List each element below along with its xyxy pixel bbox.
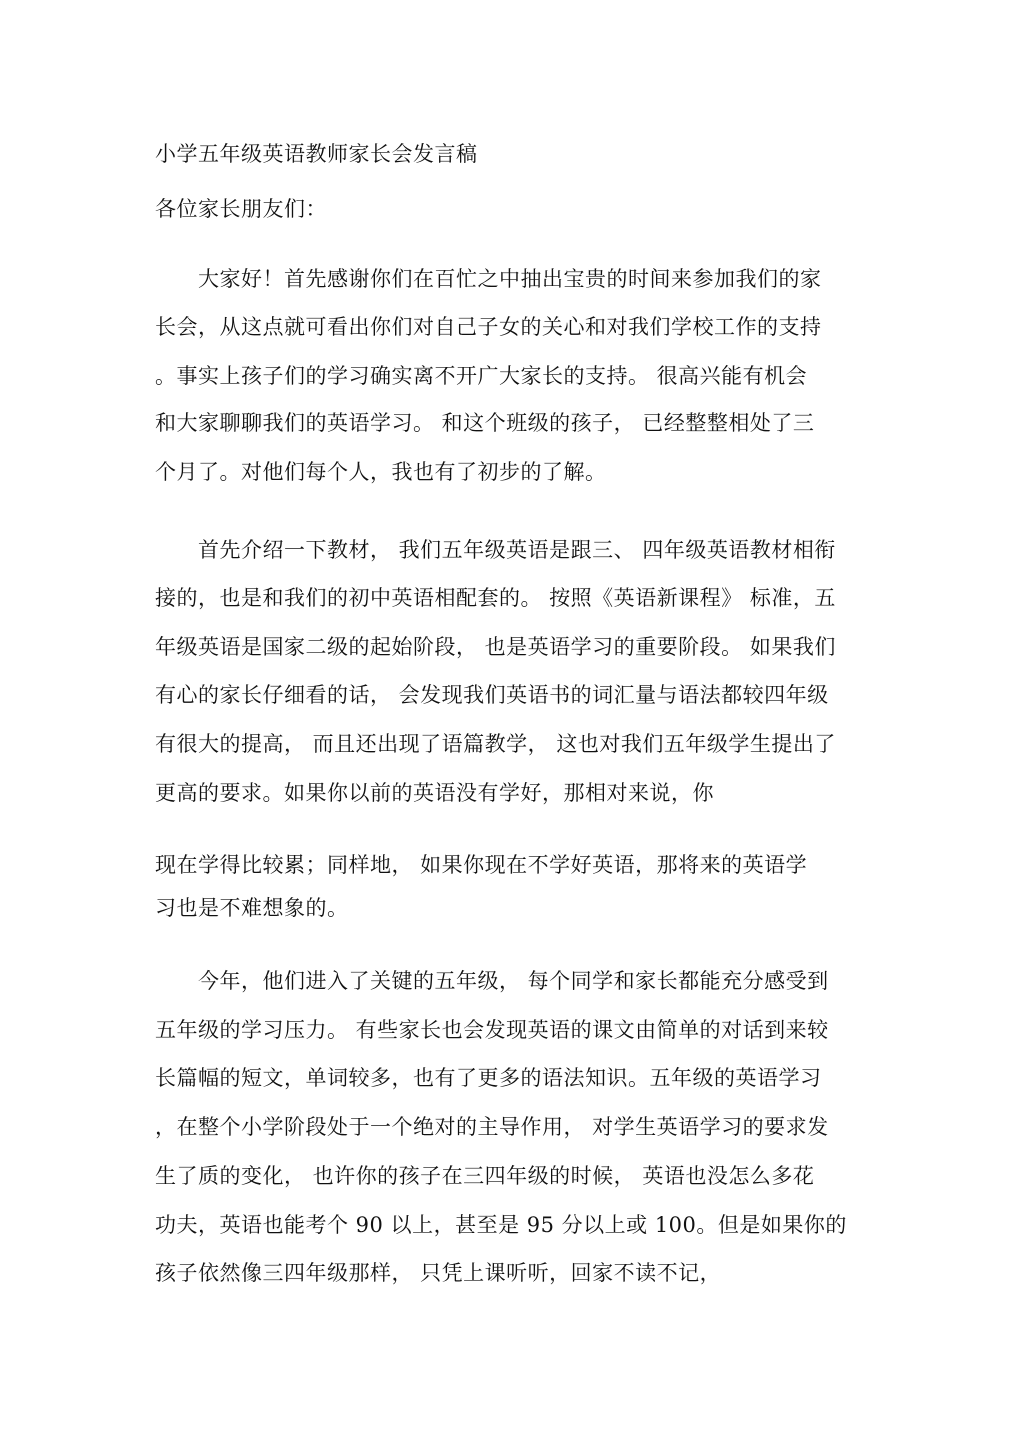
paragraph-line: 有很大的提高， 而且还出现了语篇教学， 这也对我们五年级学生提出了 [155, 732, 836, 756]
salutation: 各位家长朋友们： [155, 197, 327, 221]
paragraph-line: 个月了。对他们每个人，我也有了初步的了解。 [155, 460, 607, 484]
paragraph-line: 孩子依然像三四年级那样， 只凭上课听听，回家不读不记， [155, 1261, 722, 1285]
paragraph-line: 更高的要求。如果你以前的英语没有学好，那相对来说，你 [155, 781, 714, 805]
paragraph-line: 习也是不难想象的。 [155, 896, 349, 920]
paragraph-line: 首先介绍一下教材， 我们五年级英语是跟三、 四年级英语教材相衔 [155, 538, 836, 562]
paragraph-line: 接的，也是和我们的初中英语相配套的。 按照《英语新课程》 标准，五 [155, 586, 836, 610]
paragraph-line: 长会，从这点就可看出你们对自己子女的关心和对我们学校工作的支持 [155, 315, 822, 339]
paragraph-line: ，在整个小学阶段处于一个绝对的主导作用， 对学生英语学习的要求发 [155, 1115, 829, 1139]
paragraph-line: 大家好！首先感谢你们在百忙之中抽出宝贵的时间来参加我们的家 [155, 267, 822, 291]
paragraph-line: 五年级的学习压力。 有些家长也会发现英语的课文由简单的对话到来较 [155, 1018, 829, 1042]
paragraph-line: 年级英语是国家二级的起始阶段， 也是英语学习的重要阶段。 如果我们 [155, 635, 836, 659]
document-title: 小学五年级英语教师家长会发言稿 [155, 142, 478, 166]
paragraph-line: 现在学得比较累；同样地， 如果你现在不学好英语，那将来的英语学 [155, 853, 808, 877]
paragraph-line: 生了质的变化， 也许你的孩子在三四年级的时候， 英语也没怎么多花 [155, 1164, 815, 1188]
paragraph-line: 和大家聊聊我们的英语学习。 和这个班级的孩子， 已经整整相处了三 [155, 411, 815, 435]
paragraph-line: 长篇幅的短文，单词较多，也有了更多的语法知识。五年级的英语学习 [155, 1066, 822, 1090]
paragraph-line: 有心的家长仔细看的话， 会发现我们英语书的词汇量与语法都较四年级 [155, 683, 829, 707]
paragraph-line: 今年，他们进入了关键的五年级， 每个同学和家长都能充分感受到 [155, 969, 829, 993]
paragraph-line: 功夫，英语也能考个 90 以上，甚至是 95 分以上或 100。但是如果你的 [155, 1213, 847, 1237]
paragraph-line: 。事实上孩子们的学习确实离不开广大家长的支持。 很高兴能有机会 [155, 364, 808, 388]
